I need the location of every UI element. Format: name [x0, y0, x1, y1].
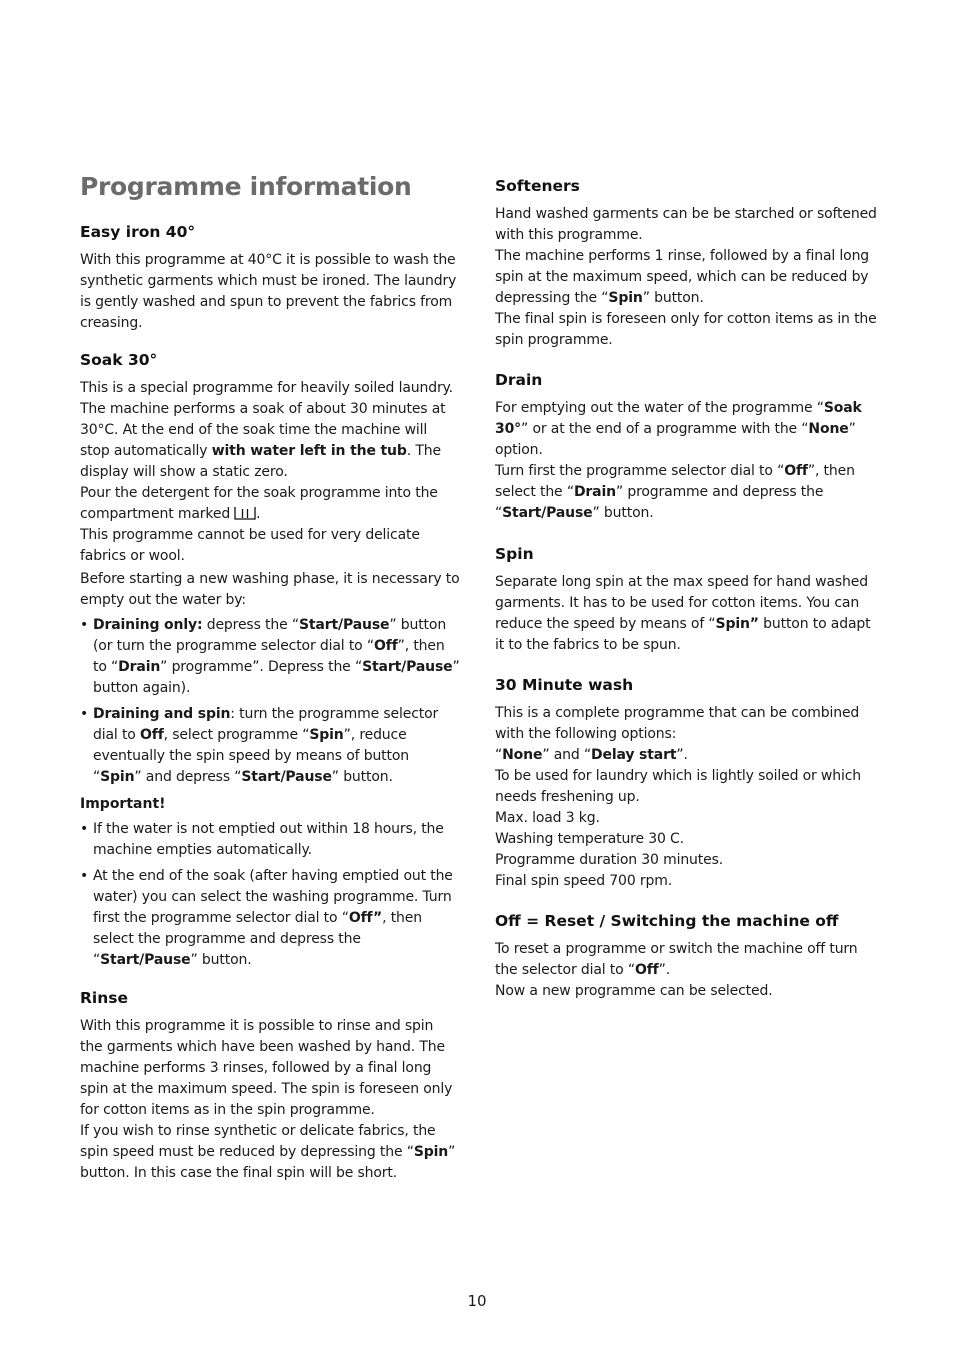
section-heading: Soak 30°: [80, 351, 158, 369]
section-rinse: [80, 988, 460, 1184]
section-text: With this programme it is possible to rinse and spin the garments which have been washed by hand. The machine performs 3 rinses, followed by a final long spin at the maximum speed. The spin is foreseen only for cotton items as in the spin programme.: [80, 1018, 453, 1118]
page-number: 10: [467, 1292, 487, 1310]
section-text: Max. load 3 kg.: [495, 810, 600, 826]
section-text: This is a complete programme that can be combined with the following options:: [495, 705, 860, 742]
section-heading: Rinse: [80, 989, 129, 1007]
list-item: • If the water is not emptied out within 18 hours, the machine empties automatically.: [80, 819, 460, 861]
section-text: Final spin speed 700 rpm.: [495, 873, 673, 889]
soak-compartment-icon: [234, 507, 256, 520]
section-text: To be used for laundry which is lightly soiled or which needs freshening up.: [495, 768, 861, 805]
section-heading: 30 Minute wash: [495, 676, 634, 694]
section-heading: Easy iron 40°: [80, 223, 196, 241]
section-text: Pour the detergent for the soak programme into the compartment marked .: [80, 485, 438, 522]
section-spin: [495, 544, 880, 656]
section-text: If you wish to rinse synthetic or delicate fabrics, the spin speed must be reduced by depressing the “Spin” button. In this case the final spin will be short.: [80, 1123, 456, 1181]
drain-options-list: [80, 615, 460, 788]
section-drain: [495, 370, 880, 524]
section-text: Now a new programme can be selected.: [495, 983, 773, 999]
list-item: • Draining and spin: turn the programme selector dial to Off, select programme “Spin”, reduce eventually the spin speed by means of button “Spin” and depress “Start/Pause” button.: [80, 704, 460, 788]
important-list: [80, 819, 460, 971]
list-item: • At the end of the soak (after having emptied out the water) you can select the washing programme. Turn first the programme selector dial to “Off”, then select the programme and depress the “Start/Pause” button.: [80, 866, 460, 971]
section-text: Hand washed garments can be be starched or softened with this programme.: [495, 206, 877, 243]
section-softeners: [495, 176, 880, 351]
section-text: To reset a programme or switch the machine off turn the selector dial to “Off”.: [495, 941, 858, 978]
section-30-minute-wash: [495, 675, 880, 892]
section-heading: Spin: [495, 545, 534, 563]
section-off-reset: [495, 911, 880, 1002]
section-text: For emptying out the water of the programme “Soak 30°” or at the end of a programme with the “None” option.: [495, 400, 862, 458]
section-soak: [80, 350, 460, 976]
important-label: Important!: [80, 796, 166, 812]
section-text: The final spin is foreseen only for cotton items as in the spin programme.: [495, 311, 877, 348]
section-easy-iron: [80, 222, 460, 334]
section-text: With this programme at 40°C it is possible to wash the synthetic garments which must be ironed. The laundry is gently washed and spun to prevent the fabrics from creasing.: [80, 252, 457, 331]
list-item: • Draining only: depress the “Start/Pause” button (or turn the programme selector dial to “Off”, then to “Drain” programme”. Depress the “Start/Pause” button again).: [80, 615, 460, 699]
section-text: Before starting a new washing phase, it is necessary to empty out the water by:: [80, 571, 460, 608]
section-text: This programme cannot be used for very delicate fabrics or wool.: [80, 527, 420, 564]
page-title: Programme information: [80, 172, 412, 201]
section-text: Programme duration 30 minutes.: [495, 852, 724, 868]
section-heading: Softeners: [495, 177, 580, 195]
section-heading: Off = Reset / Switching the machine off: [495, 912, 839, 930]
section-text: This is a special programme for heavily soiled laundry. The machine performs a soak of about 30 minutes at 30°C. At the end of the soak time the machine will stop automatically with water left in the tub. The display will show a static zero.: [80, 380, 453, 480]
section-heading: Drain: [495, 371, 543, 389]
section-text: Turn first the programme selector dial to “Off”, then select the “Drain” programme and depress the “Start/Pause” button.: [495, 463, 855, 521]
section-text: Separate long spin at the max speed for hand washed garments. It has to be used for cotton items. You can reduce the speed by means of “Spin” button to adapt it to the fabrics to be spun.: [495, 574, 871, 653]
section-text: The machine performs 1 rinse, followed by a final long spin at the maximum speed, which can be reduced by depressing the “Spin” button.: [495, 248, 870, 306]
section-text: “None” and “Delay start”.: [495, 747, 688, 763]
section-text: Washing temperature 30 C.: [495, 831, 684, 847]
